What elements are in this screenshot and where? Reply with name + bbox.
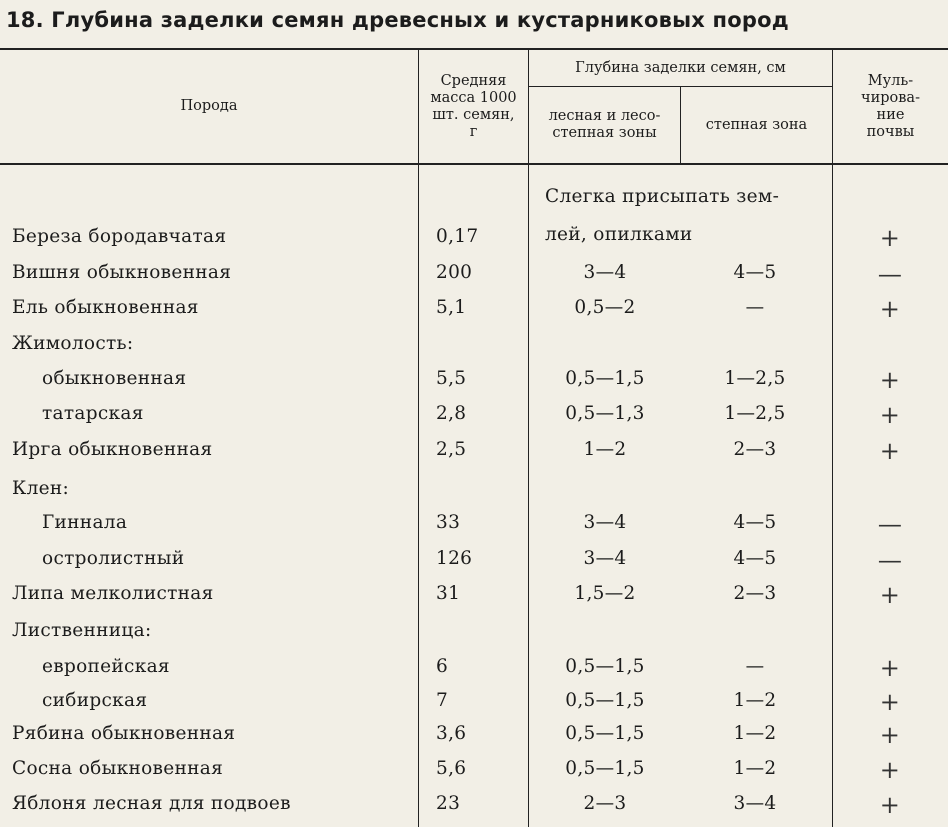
mulching-mark: —: [877, 546, 903, 574]
mulching-mark: +: [879, 581, 901, 609]
depth-steppe-zone: 2—3: [733, 583, 777, 604]
species-name: европейская: [42, 656, 170, 677]
header-mulch: Муль- чирова- ние почвы: [861, 72, 920, 140]
seed-mass: 6: [436, 656, 449, 677]
depth-steppe-zone: 4—5: [733, 548, 777, 569]
depth-forest-zone: 3—4: [583, 262, 627, 283]
species-name: Ирга обыкновенная: [12, 439, 213, 460]
species-name: Сосна обыкновенная: [12, 758, 224, 779]
seed-mass: 2,5: [436, 439, 467, 460]
species-name: Ель обыкновенная: [12, 297, 199, 318]
mulching-mark: +: [879, 401, 901, 429]
seed-mass: 31: [436, 583, 461, 604]
species-name: Клен:: [12, 478, 70, 499]
seed-mass: 5,5: [436, 368, 467, 389]
mulching-mark: +: [879, 295, 901, 323]
seed-mass: 7: [436, 690, 449, 711]
note-line-2: лей, опилками: [545, 224, 693, 245]
species-name: Лиственница:: [12, 620, 152, 641]
mulching-mark: +: [879, 654, 901, 682]
depth-steppe-zone: 4—5: [733, 262, 777, 283]
seed-mass: 3,6: [436, 723, 467, 744]
depth-forest-zone: 1,5—2: [574, 583, 636, 604]
mulching-mark: +: [879, 756, 901, 784]
seed-mass: 0,17: [436, 226, 479, 247]
header-mass: Средняя масса 1000 шт. семян, г: [430, 72, 517, 140]
seed-mass: 23: [436, 793, 461, 814]
depth-forest-zone: 1—2: [583, 439, 627, 460]
depth-steppe-zone: 4—5: [733, 512, 777, 533]
depth-forest-zone: 3—4: [583, 548, 627, 569]
divider-depth-mulch: [832, 48, 833, 827]
header-depth-group: Глубина заделки семян, см: [575, 59, 786, 76]
depth-forest-zone: 0,5—1,3: [565, 403, 645, 424]
mulching-mark: +: [879, 437, 901, 465]
depth-forest-zone: 0,5—1,5: [565, 368, 645, 389]
mulching-mark: +: [879, 791, 901, 819]
mulching-mark: +: [879, 366, 901, 394]
depth-steppe-zone: 1—2,5: [724, 403, 786, 424]
species-name: Гиннала: [42, 512, 128, 533]
mulching-mark: —: [877, 260, 903, 288]
table-title: 18. Глубина заделки семян древесных и кустарниковых пород: [6, 8, 789, 32]
mulching-mark: +: [879, 224, 901, 252]
species-name: Вишня обыкновенная: [12, 262, 232, 283]
depth-steppe-zone: —: [745, 656, 765, 677]
depth-steppe-zone: 2—3: [733, 439, 777, 460]
depth-forest-zone: 0,5—2: [574, 297, 636, 318]
depth-steppe-zone: 1—2: [733, 723, 777, 744]
divider-mass-depth: [528, 48, 529, 827]
species-name: обыкновенная: [42, 368, 187, 389]
species-name: Липа мелколистная: [12, 583, 214, 604]
species-name: Жимолость:: [12, 333, 134, 354]
species-name: сибирская: [42, 690, 148, 711]
mulching-mark: +: [879, 688, 901, 716]
header-bottom-rule: [0, 163, 948, 165]
seed-mass: 33: [436, 512, 461, 533]
depth-forest-zone: 0,5—1,5: [565, 758, 645, 779]
mulching-mark: +: [879, 721, 901, 749]
depth-steppe-zone: —: [745, 297, 765, 318]
depth-forest-zone: 0,5—1,5: [565, 690, 645, 711]
species-name: Яблоня лесная для подвоев: [12, 793, 291, 814]
depth-forest-zone: 3—4: [583, 512, 627, 533]
seed-mass: 200: [436, 262, 473, 283]
depth-forest-zone: 2—3: [583, 793, 627, 814]
note-line-1: Слегка присыпать зем-: [545, 186, 780, 207]
depth-steppe-zone: 1—2: [733, 690, 777, 711]
header-forest: лесная и лесо- степная зоны: [548, 108, 661, 141]
species-name: остролистный: [42, 548, 185, 569]
seed-mass: 126: [436, 548, 473, 569]
seed-mass: 5,6: [436, 758, 467, 779]
depth-steppe-zone: 3—4: [733, 793, 777, 814]
depth-forest-zone: 0,5—1,5: [565, 656, 645, 677]
header-steppe: степная зона: [705, 116, 808, 133]
species-name: татарская: [42, 403, 144, 424]
seed-mass: 5,1: [436, 297, 467, 318]
header-species: Порода: [180, 98, 238, 114]
depth-steppe-zone: 1—2: [733, 758, 777, 779]
depth-forest-zone: 0,5—1,5: [565, 723, 645, 744]
species-name: Рябина обыкновенная: [12, 723, 236, 744]
seed-mass: 2,8: [436, 403, 467, 424]
species-name: Береза бородавчатая: [12, 226, 227, 247]
depth-steppe-zone: 1—2,5: [724, 368, 786, 389]
mulching-mark: —: [877, 510, 903, 538]
